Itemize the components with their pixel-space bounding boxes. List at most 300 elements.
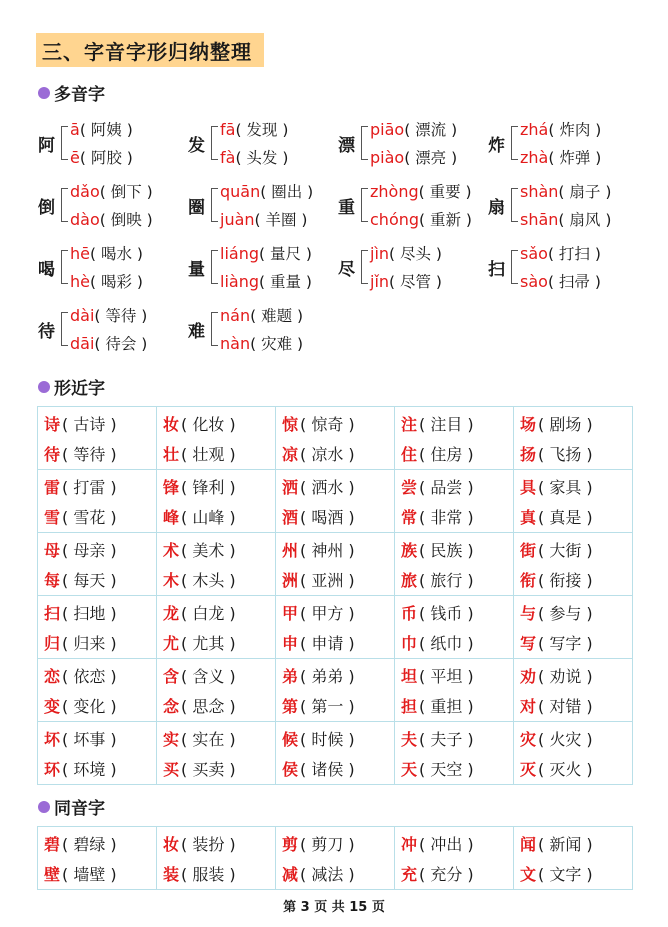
example-word: ( 白龙 ) [181, 603, 236, 623]
example-word: ( 冲出 ) [419, 834, 474, 854]
char-pair [163, 564, 275, 594]
example-word: ( 旅行 ) [419, 570, 474, 590]
reading-line [220, 329, 303, 357]
reading-list [370, 177, 472, 233]
brace-icon [511, 126, 518, 160]
pinyin: jǐn [370, 271, 390, 291]
example-word: ( 木头 ) [181, 570, 236, 590]
pinyin: nán [220, 305, 251, 325]
example-word: ( 思念 ) [181, 696, 236, 716]
example-word: ( 实在 ) [181, 729, 236, 749]
pinyin: dào [70, 209, 100, 229]
table-cell [514, 596, 633, 659]
target-char: 洒 [282, 477, 299, 497]
polyphone-char: 难 [188, 321, 205, 342]
table-row [38, 827, 633, 890]
example-word: ( 充分 ) [419, 864, 474, 884]
example-word: ( 扇子 ) [558, 183, 612, 201]
target-char: 灾 [520, 729, 537, 749]
reading-line [220, 205, 313, 233]
target-char: 恋 [44, 666, 61, 686]
char-pair [282, 828, 394, 858]
char-pair [401, 408, 513, 438]
table-row [38, 596, 633, 659]
example-word: ( 环境 ) [62, 759, 117, 779]
example-word: ( 装扮 ) [181, 834, 236, 854]
char-pair [401, 564, 513, 594]
example-word: ( 尽头 ) [389, 245, 442, 263]
example-word: ( 文字 ) [538, 864, 593, 884]
reading-line [70, 115, 133, 143]
polyphone-item [188, 112, 338, 174]
reading-list [220, 239, 312, 295]
char-pair [520, 660, 632, 690]
reading-line [70, 267, 143, 295]
char-pair [282, 597, 394, 627]
example-word: ( 圈出 ) [260, 183, 314, 201]
target-char: 壮 [163, 444, 180, 464]
example-word: ( 参与 ) [538, 603, 593, 623]
target-char: 减 [282, 864, 299, 884]
char-pair [44, 723, 156, 753]
example-word: ( 重要 ) [418, 183, 472, 201]
target-char: 写 [520, 633, 537, 653]
char-pair [163, 753, 275, 783]
example-word: ( 古诗 ) [62, 414, 117, 434]
target-char: 对 [520, 696, 537, 716]
reading-list [370, 115, 457, 171]
example-word: ( 大街 ) [538, 540, 593, 560]
example-word: ( 重新 ) [419, 211, 472, 229]
reading-line [70, 143, 133, 171]
target-char: 尝 [401, 477, 418, 497]
example-word: ( 品尝 ) [419, 477, 474, 497]
pinyin: dǎo [70, 181, 100, 201]
reading-line [520, 239, 601, 267]
char-pair [163, 723, 275, 753]
reading-line [70, 239, 143, 267]
target-char: 灭 [520, 759, 537, 779]
example-word: ( 服装 ) [181, 864, 236, 884]
target-char: 第 [282, 696, 299, 716]
example-word: ( 扫地 ) [62, 603, 117, 623]
polyphone-char: 发 [188, 135, 205, 156]
reading-line [220, 267, 312, 295]
section-heading-polyphone [38, 80, 105, 105]
target-char: 凉 [282, 444, 299, 464]
target-char: 充 [401, 864, 418, 884]
example-word: ( 碧绿 ) [62, 834, 117, 854]
target-char: 峰 [163, 507, 180, 527]
target-char: 洲 [282, 570, 299, 590]
target-char: 酒 [282, 507, 299, 527]
example-word: ( 炸肉 ) [548, 121, 602, 139]
reading-line [520, 143, 601, 171]
brace-icon [211, 126, 218, 160]
table-cell [514, 827, 633, 890]
reading-list [370, 239, 442, 295]
table-row [38, 722, 633, 785]
target-char: 诗 [44, 414, 61, 434]
example-word: ( 难题 ) [250, 307, 304, 325]
example-word: ( 写字 ) [538, 633, 593, 653]
target-char: 实 [163, 729, 180, 749]
target-char: 真 [520, 507, 537, 527]
char-pair [401, 828, 513, 858]
char-pair [163, 660, 275, 690]
char-pair [44, 660, 156, 690]
example-word: ( 化妆 ) [181, 414, 236, 434]
target-char: 旅 [401, 570, 418, 590]
example-word: ( 母亲 ) [62, 540, 117, 560]
target-char: 雷 [44, 477, 61, 497]
table-cell [157, 533, 276, 596]
example-word: ( 打雷 ) [62, 477, 117, 497]
example-word: ( 纸巾 ) [419, 633, 474, 653]
target-char: 街 [520, 540, 537, 560]
polyphone-item [338, 112, 488, 174]
section-heading-similar [38, 374, 105, 399]
example-word: ( 喝水 ) [89, 245, 143, 263]
pinyin: nàn [220, 333, 251, 353]
example-word: ( 尤其 ) [181, 633, 236, 653]
brace-icon [61, 312, 68, 346]
polyphone-char: 倒 [38, 197, 55, 218]
target-char: 剪 [282, 834, 299, 854]
table-row [38, 659, 633, 722]
table-cell [38, 407, 157, 470]
example-word: ( 打扫 ) [547, 245, 601, 263]
example-word: ( 扫帚 ) [547, 273, 601, 291]
target-char: 坏 [44, 729, 61, 749]
pinyin: ē [70, 147, 80, 167]
pinyin: piāo [370, 119, 405, 139]
char-pair [282, 627, 394, 657]
example-word: ( 新闻 ) [538, 834, 593, 854]
target-char: 锋 [163, 477, 180, 497]
char-pair [163, 690, 275, 720]
example-word: ( 喝彩 ) [89, 273, 143, 291]
example-word: ( 羊圈 ) [254, 211, 308, 229]
example-word: ( 锋利 ) [181, 477, 236, 497]
bullet-dot-icon [38, 801, 50, 813]
char-pair [44, 627, 156, 657]
polyphone-item [188, 236, 338, 298]
example-word: ( 量尺 ) [259, 245, 312, 263]
example-word: ( 衔接 ) [538, 570, 593, 590]
table-cell [38, 533, 157, 596]
brace-icon [61, 250, 68, 284]
example-word: ( 民族 ) [419, 540, 474, 560]
table-cell [157, 407, 276, 470]
example-word: ( 依恋 ) [62, 666, 117, 686]
section-label: 形近字 [54, 379, 105, 399]
table-cell [276, 470, 395, 533]
example-word: ( 归来 ) [62, 633, 117, 653]
table-cell [395, 470, 514, 533]
page-title: 三、字音字形归纳整理 [36, 33, 264, 67]
table-cell [276, 722, 395, 785]
table-row [38, 407, 633, 470]
char-pair [282, 690, 394, 720]
example-word: ( 灭火 ) [538, 759, 593, 779]
target-char: 扫 [44, 603, 61, 623]
char-pair [163, 471, 275, 501]
reading-line [220, 239, 312, 267]
char-pair [44, 828, 156, 858]
example-word: ( 神州 ) [300, 540, 355, 560]
table-cell [276, 827, 395, 890]
table-cell [514, 533, 633, 596]
pinyin: sào [520, 271, 548, 291]
target-char: 衔 [520, 570, 537, 590]
char-pair [520, 753, 632, 783]
pinyin: piào [370, 147, 405, 167]
pinyin: juàn [220, 209, 255, 229]
table-cell [157, 827, 276, 890]
target-char: 碧 [44, 834, 61, 854]
pinyin: liáng [220, 243, 259, 263]
example-word: ( 漂亮 ) [404, 149, 458, 167]
char-pair [44, 753, 156, 783]
target-char: 龙 [163, 603, 180, 623]
brace-icon [511, 250, 518, 284]
char-pair [282, 564, 394, 594]
char-pair [44, 501, 156, 531]
target-char: 念 [163, 696, 180, 716]
reading-line [370, 143, 457, 171]
reading-list [520, 239, 601, 295]
example-word: ( 阿胶 ) [79, 149, 133, 167]
char-pair [44, 534, 156, 564]
target-char: 尤 [163, 633, 180, 653]
example-word: ( 申请 ) [300, 633, 355, 653]
example-word: ( 灾难 ) [250, 335, 304, 353]
target-char: 雪 [44, 507, 61, 527]
table-cell [395, 596, 514, 659]
table-row [38, 470, 633, 533]
char-pair [163, 534, 275, 564]
pinyin: liàng [220, 271, 259, 291]
target-char: 场 [520, 414, 537, 434]
example-word: ( 每天 ) [62, 570, 117, 590]
brace-icon [211, 188, 218, 222]
homophone-chars-table [37, 826, 633, 890]
example-word: ( 扇风 ) [558, 211, 612, 229]
table-row [38, 533, 633, 596]
target-char: 买 [163, 759, 180, 779]
table-cell [157, 659, 276, 722]
example-word: ( 诸侯 ) [300, 759, 355, 779]
example-word: ( 漂流 ) [404, 121, 458, 139]
reading-line [70, 301, 147, 329]
polyphone-item [338, 174, 488, 236]
example-word: ( 头发 ) [235, 149, 289, 167]
reading-line [220, 143, 288, 171]
char-pair [44, 438, 156, 468]
target-char: 冲 [401, 834, 418, 854]
pinyin: sǎo [520, 243, 548, 263]
example-word: ( 剧场 ) [538, 414, 593, 434]
char-pair [401, 438, 513, 468]
example-word: ( 坏事 ) [62, 729, 117, 749]
reading-line [370, 177, 472, 205]
reading-list [520, 115, 601, 171]
table-cell [514, 470, 633, 533]
target-char: 甲 [282, 603, 299, 623]
char-pair [520, 690, 632, 720]
char-pair [282, 438, 394, 468]
target-char: 待 [44, 444, 61, 464]
polyphone-item [38, 174, 188, 236]
polyphone-item [188, 174, 338, 236]
pinyin: fà [220, 147, 236, 167]
pinyin: fā [220, 119, 236, 139]
polyphone-char: 重 [338, 197, 355, 218]
example-word: ( 注目 ) [419, 414, 474, 434]
char-pair [282, 501, 394, 531]
char-pair [520, 501, 632, 531]
target-char: 木 [163, 570, 180, 590]
char-pair [520, 828, 632, 858]
bullet-dot-icon [38, 381, 50, 393]
char-pair [44, 858, 156, 888]
example-word: ( 倒下 ) [99, 183, 153, 201]
char-pair [44, 690, 156, 720]
example-word: ( 墙壁 ) [62, 864, 117, 884]
target-char: 夫 [401, 729, 418, 749]
pinyin: chóng [370, 209, 420, 229]
example-word: ( 第一 ) [300, 696, 355, 716]
table-cell [38, 596, 157, 659]
example-word: ( 住房 ) [419, 444, 474, 464]
example-word: ( 劝说 ) [538, 666, 593, 686]
target-char: 壁 [44, 864, 61, 884]
target-char: 劝 [520, 666, 537, 686]
target-char: 申 [282, 633, 299, 653]
char-pair [401, 723, 513, 753]
similar-chars-table [37, 406, 633, 785]
target-char: 环 [44, 759, 61, 779]
table-cell [38, 827, 157, 890]
reading-list [70, 301, 147, 357]
pinyin: hē [70, 243, 90, 263]
brace-icon [361, 126, 368, 160]
table-cell [395, 722, 514, 785]
table-cell [395, 533, 514, 596]
polyphone-char: 炸 [488, 135, 505, 156]
target-char: 常 [401, 507, 418, 527]
reading-line [70, 329, 147, 357]
polyphone-item [338, 236, 488, 298]
char-pair [44, 471, 156, 501]
example-word: ( 阿姨 ) [79, 121, 133, 139]
target-char: 巾 [401, 633, 418, 653]
example-word: ( 喝酒 ) [300, 507, 355, 527]
target-char: 含 [163, 666, 180, 686]
char-pair [401, 858, 513, 888]
target-char: 弟 [282, 666, 299, 686]
example-word: ( 洒水 ) [300, 477, 355, 497]
pinyin: hè [70, 271, 90, 291]
polyphone-char: 扫 [488, 259, 505, 280]
reading-line [520, 115, 601, 143]
table-cell [395, 407, 514, 470]
polyphone-char: 阿 [38, 135, 55, 156]
reading-line [520, 177, 611, 205]
char-pair [520, 408, 632, 438]
char-pair [163, 501, 275, 531]
char-pair [401, 534, 513, 564]
target-char: 归 [44, 633, 61, 653]
table-cell [276, 659, 395, 722]
example-word: ( 飞扬 ) [538, 444, 593, 464]
char-pair [401, 690, 513, 720]
reading-list [70, 177, 153, 233]
target-char: 每 [44, 570, 61, 590]
char-pair [163, 627, 275, 657]
example-word: ( 夫子 ) [419, 729, 474, 749]
target-char: 变 [44, 696, 61, 716]
brace-icon [211, 250, 218, 284]
table-cell [395, 827, 514, 890]
brace-icon [61, 126, 68, 160]
reading-list [220, 115, 288, 171]
target-char: 天 [401, 759, 418, 779]
example-word: ( 买卖 ) [181, 759, 236, 779]
reading-list [220, 177, 313, 233]
example-word: ( 火灾 ) [538, 729, 593, 749]
char-pair [282, 723, 394, 753]
example-word: ( 尽管 ) [389, 273, 442, 291]
table-cell [276, 407, 395, 470]
char-pair [282, 753, 394, 783]
reading-line [520, 205, 611, 233]
example-word: ( 对错 ) [538, 696, 593, 716]
pinyin: dài [70, 305, 95, 325]
char-pair [520, 627, 632, 657]
page-number: 第 3 页 共 15 页 [283, 900, 385, 915]
table-cell [38, 722, 157, 785]
target-char: 术 [163, 540, 180, 560]
example-word: ( 天空 ) [419, 759, 474, 779]
example-word: ( 减法 ) [300, 864, 355, 884]
example-word: ( 甲方 ) [300, 603, 355, 623]
reading-list [520, 177, 611, 233]
char-pair [282, 858, 394, 888]
char-pair [520, 471, 632, 501]
char-pair [401, 627, 513, 657]
polyphone-char: 圈 [188, 197, 205, 218]
reading-line [220, 177, 313, 205]
polyphone-item [188, 298, 338, 360]
char-pair [163, 858, 275, 888]
polyphone-char: 尽 [338, 259, 355, 280]
char-pair [163, 408, 275, 438]
pinyin: zhà [520, 147, 549, 167]
example-word: ( 惊奇 ) [300, 414, 355, 434]
section-label: 同音字 [54, 799, 105, 819]
example-word: ( 变化 ) [62, 696, 117, 716]
example-word: ( 家具 ) [538, 477, 593, 497]
target-char: 惊 [282, 414, 299, 434]
target-char: 装 [163, 864, 180, 884]
char-pair [401, 597, 513, 627]
polyphone-char: 量 [188, 259, 205, 280]
char-pair [282, 408, 394, 438]
example-word: ( 待会 ) [94, 335, 148, 353]
target-char: 与 [520, 603, 537, 623]
